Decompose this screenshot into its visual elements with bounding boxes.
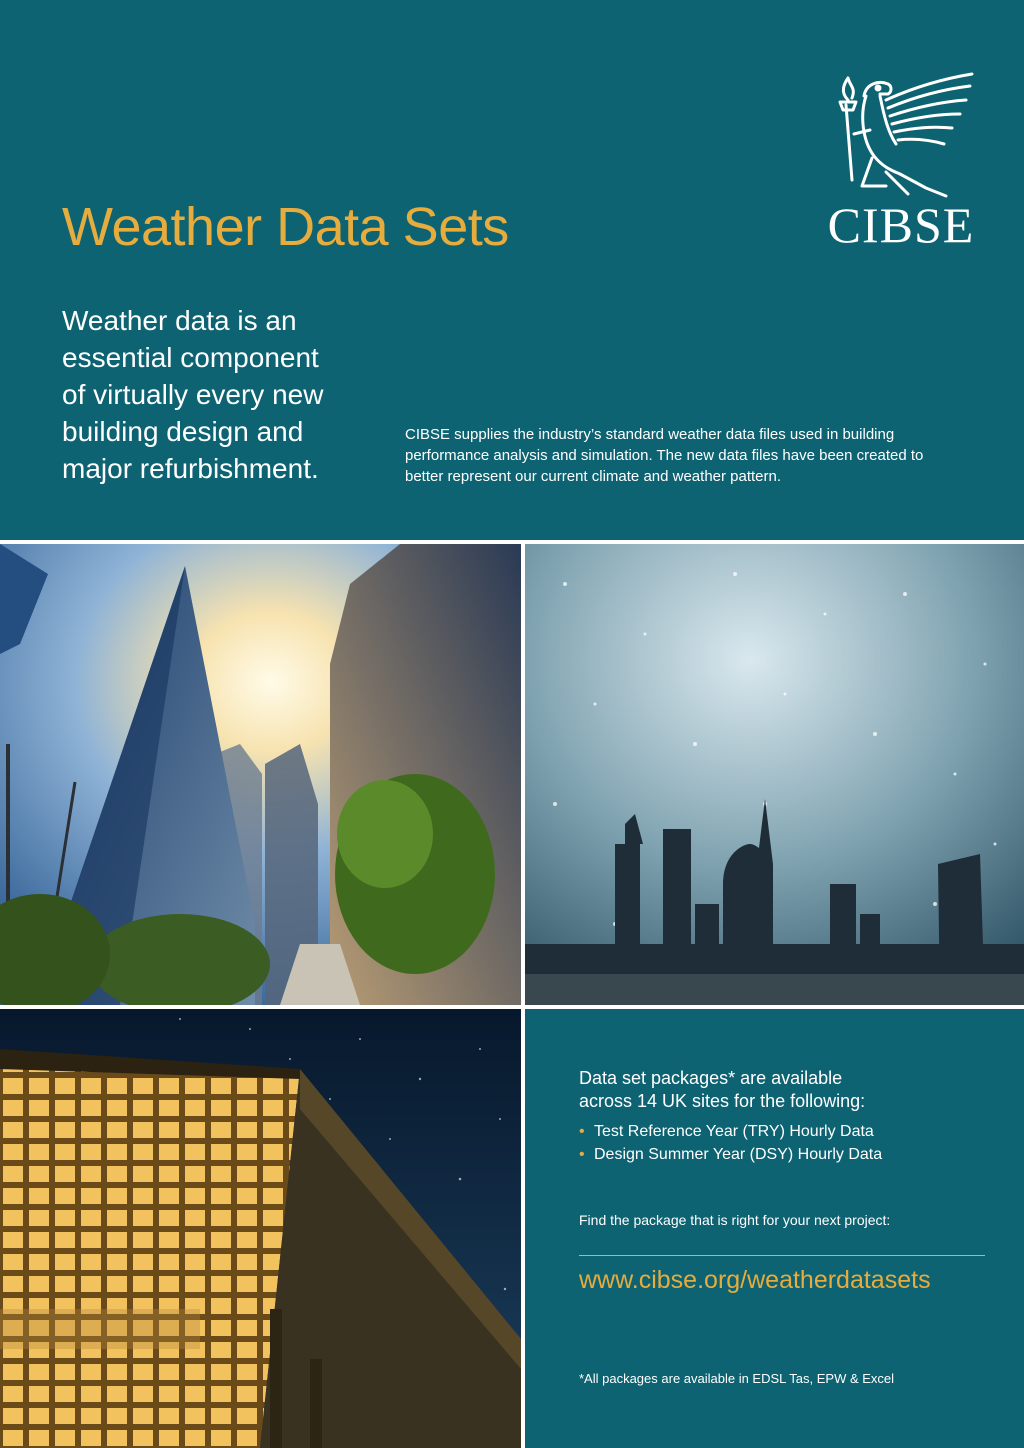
night-office-building-photo	[0, 1009, 521, 1448]
packages-line: across 14 UK sites for the following:	[579, 1091, 866, 1111]
intro-statement	[62, 302, 382, 487]
footnote: *All packages are available in EDSL Tas, EPW & Excel	[579, 1371, 895, 1386]
list-item: • Design Summer Year (DSY) Hourly Data	[579, 1143, 882, 1166]
packages-statement	[579, 1067, 999, 1113]
falcon-torch-icon	[826, 70, 976, 200]
snowy-city-skyline-photo	[525, 544, 1024, 1005]
intro-line: building design and	[62, 416, 304, 447]
website-link[interactable]: www.cibse.org/weatherdatasets	[579, 1266, 931, 1294]
find-package-text: Find the package that is right for your next project:	[579, 1212, 891, 1228]
cibse-logo	[826, 70, 976, 255]
packages-line: Data set packages* are available	[579, 1068, 843, 1088]
package-list	[579, 1120, 882, 1166]
description-paragraph	[405, 424, 985, 487]
list-item: • Test Reference Year (TRY) Hourly Data	[579, 1120, 882, 1143]
logo-wordmark: CIBSE	[827, 197, 975, 253]
intro-line: Weather data is an	[62, 305, 297, 336]
description-line: CIBSE supplies the industry’s standard weather data files used in building	[405, 426, 895, 443]
description-line: performance analysis and simulation. The new data files have been created to	[405, 447, 924, 464]
page-title: Weather Data Sets	[62, 197, 509, 257]
intro-line: of virtually every new	[62, 379, 324, 410]
info-panel	[525, 1009, 1024, 1448]
sunlit-skyscrapers-photo	[0, 544, 521, 1005]
intro-line: major refurbishment.	[62, 453, 319, 484]
intro-line: essential component	[62, 342, 319, 373]
description-line: better represent our current climate and weather pattern.	[405, 468, 782, 485]
divider	[579, 1255, 985, 1256]
header-banner	[0, 0, 1024, 540]
